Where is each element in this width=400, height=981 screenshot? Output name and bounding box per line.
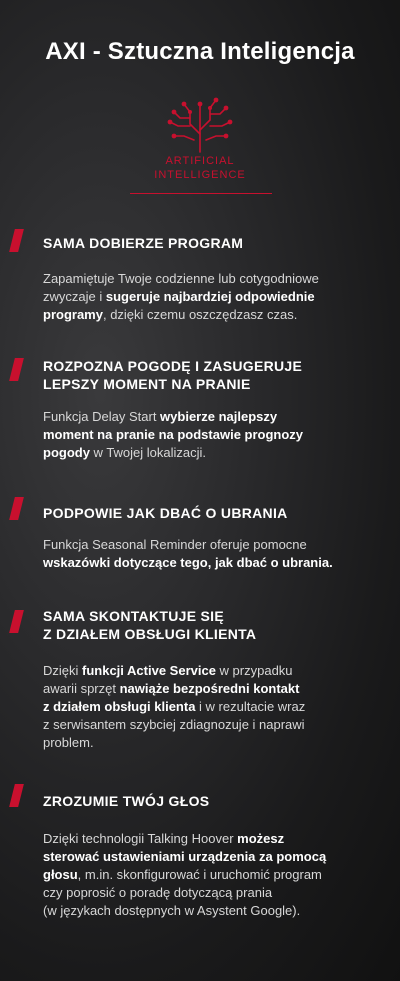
section-body <box>43 662 343 752</box>
body-text: zwyczaje i <box>43 289 106 304</box>
bold-text: wybierze najlepszy <box>160 409 278 424</box>
red-slash-icon <box>9 358 24 381</box>
body-line <box>43 408 343 426</box>
bold-text: funkcji Active Service <box>82 663 216 678</box>
section-heading-line: SAMA DOBIERZE PROGRAM <box>43 235 244 251</box>
ai-logo <box>0 96 400 182</box>
section-body <box>43 536 343 572</box>
logo-text-line2: INTELLIGENCE <box>154 169 246 181</box>
section-heading-line: Z DZIAŁEM OBSŁUGI KLIENTA <box>43 626 257 642</box>
bold-text: programy <box>43 307 103 322</box>
red-slash-icon <box>9 610 24 633</box>
body-text: i w rezultacie wraz <box>195 699 306 714</box>
body-line <box>43 662 343 680</box>
bold-text: nawiąże bezpośredni kontakt <box>119 681 300 696</box>
section-heading <box>43 504 383 522</box>
body-line <box>43 866 343 884</box>
section-heading-line: LEPSZY MOMENT NA PRANIE <box>43 376 251 392</box>
body-text: czy poprosić o poradę dotyczącą prania <box>43 885 273 900</box>
body-text: Dzięki <box>43 663 83 678</box>
bold-text: z działem obsługi klienta <box>43 699 196 714</box>
body-line <box>43 716 343 734</box>
bold-text: moment na pranie na podstawie prognozy <box>43 427 304 442</box>
body-line <box>43 734 343 752</box>
section-heading <box>43 234 383 252</box>
bold-text: wskazówki dotyczące tego, jak dbać o ubrania. <box>43 555 333 570</box>
section-heading-line: ZROZUMIE TWÓJ GŁOS <box>43 793 210 809</box>
section-heading <box>43 607 383 643</box>
body-text: Zapamiętuje Twoje codzienne lub cotygodniowe <box>43 271 319 286</box>
body-line <box>43 902 343 920</box>
section-body <box>43 408 343 462</box>
red-slash-icon <box>9 784 24 807</box>
body-text: , m.in. skonfigurować i uruchomić program <box>77 867 322 882</box>
body-line <box>43 536 343 554</box>
body-text: problem. <box>43 735 94 750</box>
body-text: Dzięki technologii Talking Hoover <box>43 831 238 846</box>
bold-text: pogody <box>43 445 90 460</box>
section-body <box>43 830 343 920</box>
body-line <box>43 698 343 716</box>
logo-divider <box>130 193 272 194</box>
bold-text: możesz <box>237 831 285 846</box>
body-text: , dzięki czemu oszczędzasz czas. <box>102 307 298 322</box>
circuit-brain-icon <box>160 96 240 154</box>
body-line <box>43 848 343 866</box>
body-line <box>43 270 343 288</box>
body-line <box>43 680 343 698</box>
logo-text-line1: ARTIFICIAL <box>165 155 235 167</box>
bold-text: sterować ustawieniami urządzenia za pomocą <box>43 849 327 864</box>
body-line <box>43 288 343 306</box>
body-line <box>43 306 343 324</box>
section-body <box>43 270 343 324</box>
body-text: Funkcja Delay Start <box>43 409 161 424</box>
body-line <box>43 444 343 462</box>
bold-text: głosu <box>43 867 78 882</box>
red-slash-icon <box>9 229 24 252</box>
body-text: w Twojej lokalizacji. <box>89 445 207 460</box>
section-heading-line: ROZPOZNA POGODĘ I ZASUGERUJE <box>43 358 303 374</box>
section-heading <box>43 792 383 810</box>
body-line <box>43 554 343 572</box>
body-text: w przypadku <box>215 663 293 678</box>
body-text: awarii sprzęt <box>43 681 120 696</box>
body-line <box>43 884 343 902</box>
body-line <box>43 830 343 848</box>
body-text: Funkcja Seasonal Reminder oferuje pomocne <box>43 537 307 552</box>
red-slash-icon <box>9 497 24 520</box>
section-heading-line: SAMA SKONTAKTUJE SIĘ <box>43 608 225 624</box>
body-line <box>43 426 343 444</box>
body-text: z serwisantem szybciej zdiagnozuje i naprawi <box>43 717 305 732</box>
page-title: AXI - Sztuczna Inteligencja <box>45 38 355 65</box>
section-heading-line: PODPOWIE JAK DBAĆ O UBRANIA <box>43 505 288 521</box>
body-text: (w językach dostępnych w Asystent Google). <box>43 903 301 918</box>
section-heading <box>43 357 383 393</box>
bold-text: sugeruje najbardziej odpowiednie <box>105 289 315 304</box>
